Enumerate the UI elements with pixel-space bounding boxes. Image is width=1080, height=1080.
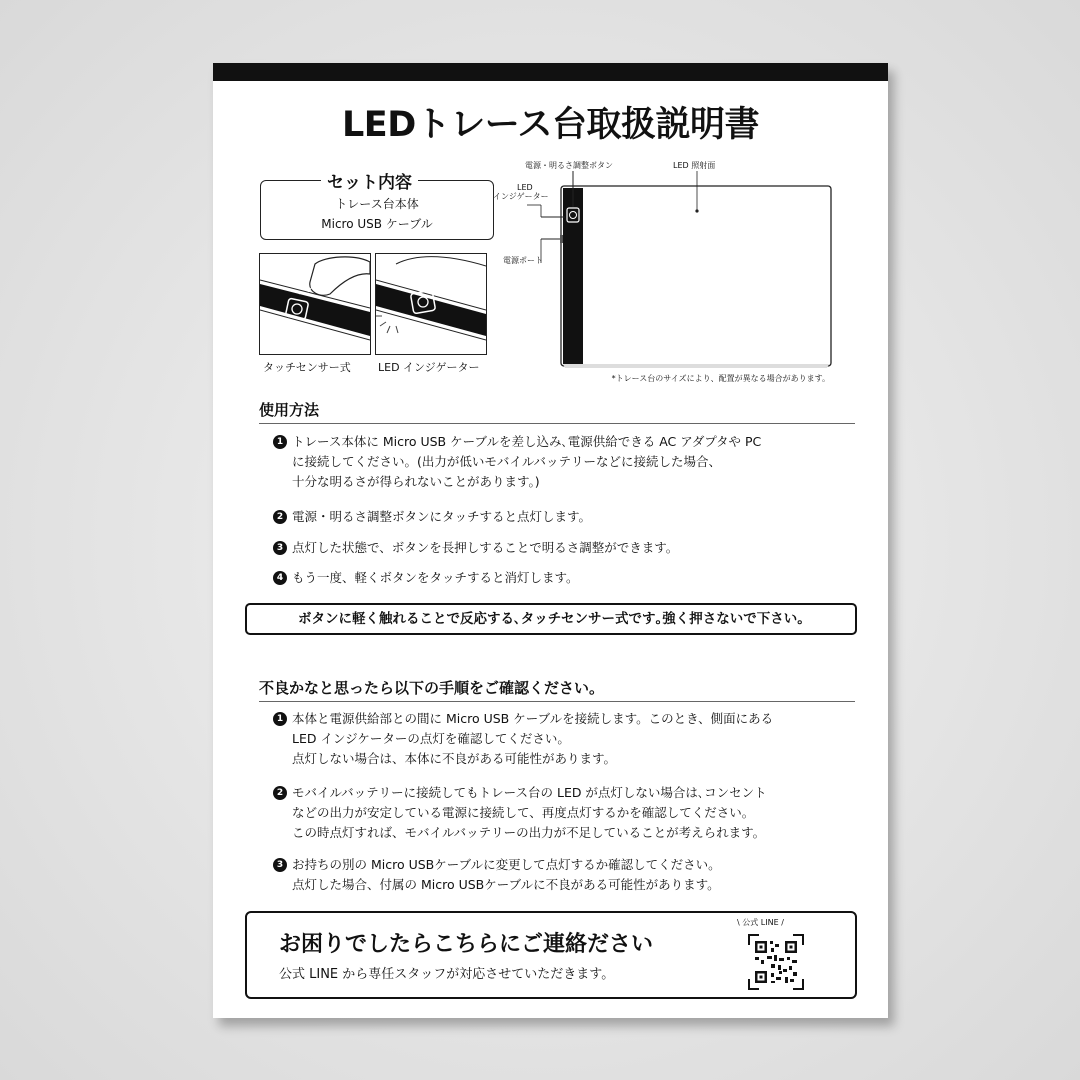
set-item: Micro USB ケーブル (321, 217, 433, 231)
line-label: \ 公式 LINE / (737, 918, 784, 927)
power-port-label: 電源ポート (503, 256, 543, 265)
step-number: 4 (273, 571, 287, 585)
step-line: 十分な明るさが得られないことがあります。) (292, 474, 540, 489)
touch-sensor-photo (259, 253, 371, 355)
touch-sensor-caption: タッチセンサー式 (263, 361, 351, 374)
step-line: に接続してください。(出力が低いモバイルバッテリーなどに接続した場合、 (292, 454, 722, 469)
step-line: モバイルバッテリーに接続してもトレース台の LED が点灯しない場合は､コンセント (292, 785, 767, 800)
step-line: 点灯しない場合は、本体に不良がある可能性があります。 (292, 751, 617, 766)
usage-heading: 使用方法 (259, 399, 855, 424)
led-surface-label: LED 照射面 (673, 161, 716, 170)
line-qr-code[interactable] (747, 933, 805, 991)
page-title: LEDトレース台取扱説明書 (341, 105, 759, 145)
line-label-text: 公式 LINE (742, 918, 779, 927)
step-line: LED インジケーターの点灯を確認してください。 (292, 731, 570, 746)
step-line: もう一度、軽くボタンをタッチすると消灯します。 (292, 570, 579, 585)
troubleshoot-heading: 不良かなと思ったら以下の手順をご確認ください。 (259, 677, 855, 702)
top-bar (213, 63, 888, 81)
instruction-sheet (213, 63, 888, 1018)
set-contents-heading: セット内容 (321, 168, 418, 193)
set-item: トレース台本体 (335, 197, 419, 211)
led-indicator-photo (375, 253, 487, 355)
step-line: などの出力が安定している電源に接続して、再度点灯するかを確認してください。 (292, 805, 755, 820)
indicator-label: LED (517, 183, 533, 192)
step-line: 電源・明るさ調整ボタンにタッチすると点灯します。 (292, 509, 592, 524)
size-note: *トレース台のサイズにより、配置が異なる場合があります。 (611, 374, 830, 383)
step-line: 点灯した状態で、ボタンを長押しすることで明るさ調整ができます。 (292, 540, 679, 555)
tablet-diagram (491, 159, 841, 389)
contact-subtitle: 公式 LINE から専任スタッフが対応させていただきます。 (279, 967, 615, 982)
step-line: トレース本体に Micro USB ケーブルを差し込み､電源供給できる AC アダプタや PC (292, 434, 762, 449)
step-line: 本体と電源供給部との間に Micro USB ケーブルを接続します。このとき、側面にある (292, 711, 774, 726)
contact-box (245, 911, 857, 999)
step-number: 1 (273, 435, 287, 449)
set-contents-box (260, 173, 494, 240)
step-line: 点灯した場合、付属の Micro USBケーブルに不良がある可能性があります。 (292, 877, 720, 892)
indicator-label: インジゲーター (493, 192, 549, 201)
contact-title: お困りでしたらこちらにご連絡ださい (279, 932, 654, 957)
led-indicator-caption: LED インジゲーター (378, 361, 480, 374)
step-number: 3 (273, 858, 287, 872)
step-line: この時点灯すれば、モバイルバッテリーの出力が不足していることが考えられます。 (292, 825, 766, 840)
power-button-label: 電源・明るさ調整ボタン (525, 161, 613, 170)
step-number: 2 (273, 786, 287, 800)
step-line: お持ちの別の Micro USBケーブルに変更して点灯するか確認してください。 (292, 857, 721, 872)
step-number: 1 (273, 712, 287, 726)
step-number: 3 (273, 541, 287, 555)
warning-box: ボタンに軽く触れることで反応する､タッチセンサー式です｡強く押さないで下さい｡ (245, 603, 857, 635)
step-number: 2 (273, 510, 287, 524)
